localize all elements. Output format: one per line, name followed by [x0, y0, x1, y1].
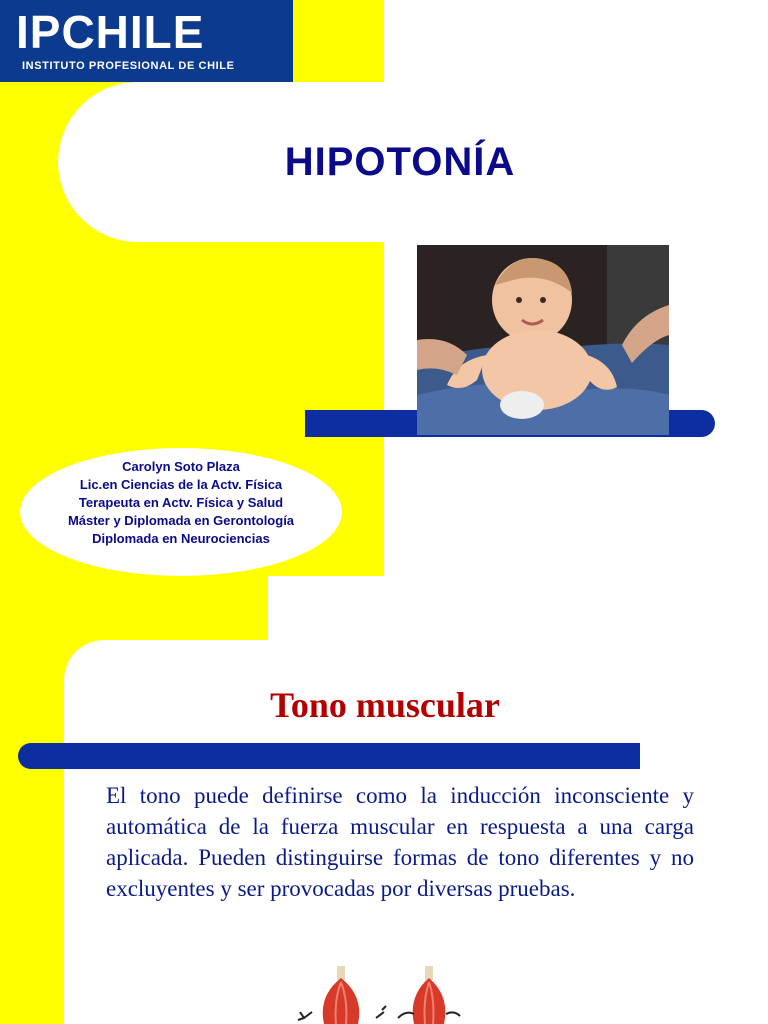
muscle-icon — [290, 966, 490, 1024]
author-credential: Máster y Diplomada en Gerontología — [67, 513, 295, 528]
definition-paragraph: El tono puede definirse como la inducción inconsciente y automática de la fuerza muscular en respuesta a una carga aplicada. Pueden distinguirse formas de tono diferentes y no excluyentes y ser provocadas por diversas pruebas. — [106, 783, 694, 901]
author-credential: Diplomada en Neurociencias — [92, 531, 270, 546]
author-name: Carolyn Soto Plaza — [122, 459, 240, 474]
muscle-illustration — [290, 966, 490, 1024]
ipchile-logo — [0, 0, 293, 82]
section-title: Tono muscular — [270, 685, 500, 725]
accent-bar — [18, 743, 640, 769]
baby-photo — [417, 245, 669, 435]
author-credential: Lic.en Ciencias de la Actv. Física — [79, 477, 283, 492]
author-credential: Terapeuta en Actv. Física y Salud — [78, 495, 284, 510]
logo-subtitle: INSTITUTO PROFESIONAL DE CHILE — [22, 60, 235, 72]
slide-title: HIPOTONÍA — [284, 140, 516, 184]
author-credits — [20, 458, 342, 548]
logo-wordmark: IPCHILE — [16, 6, 205, 58]
content-slide — [0, 640, 768, 1024]
baby-photo-illustration — [417, 245, 669, 435]
yellow-column-lower — [0, 576, 268, 640]
